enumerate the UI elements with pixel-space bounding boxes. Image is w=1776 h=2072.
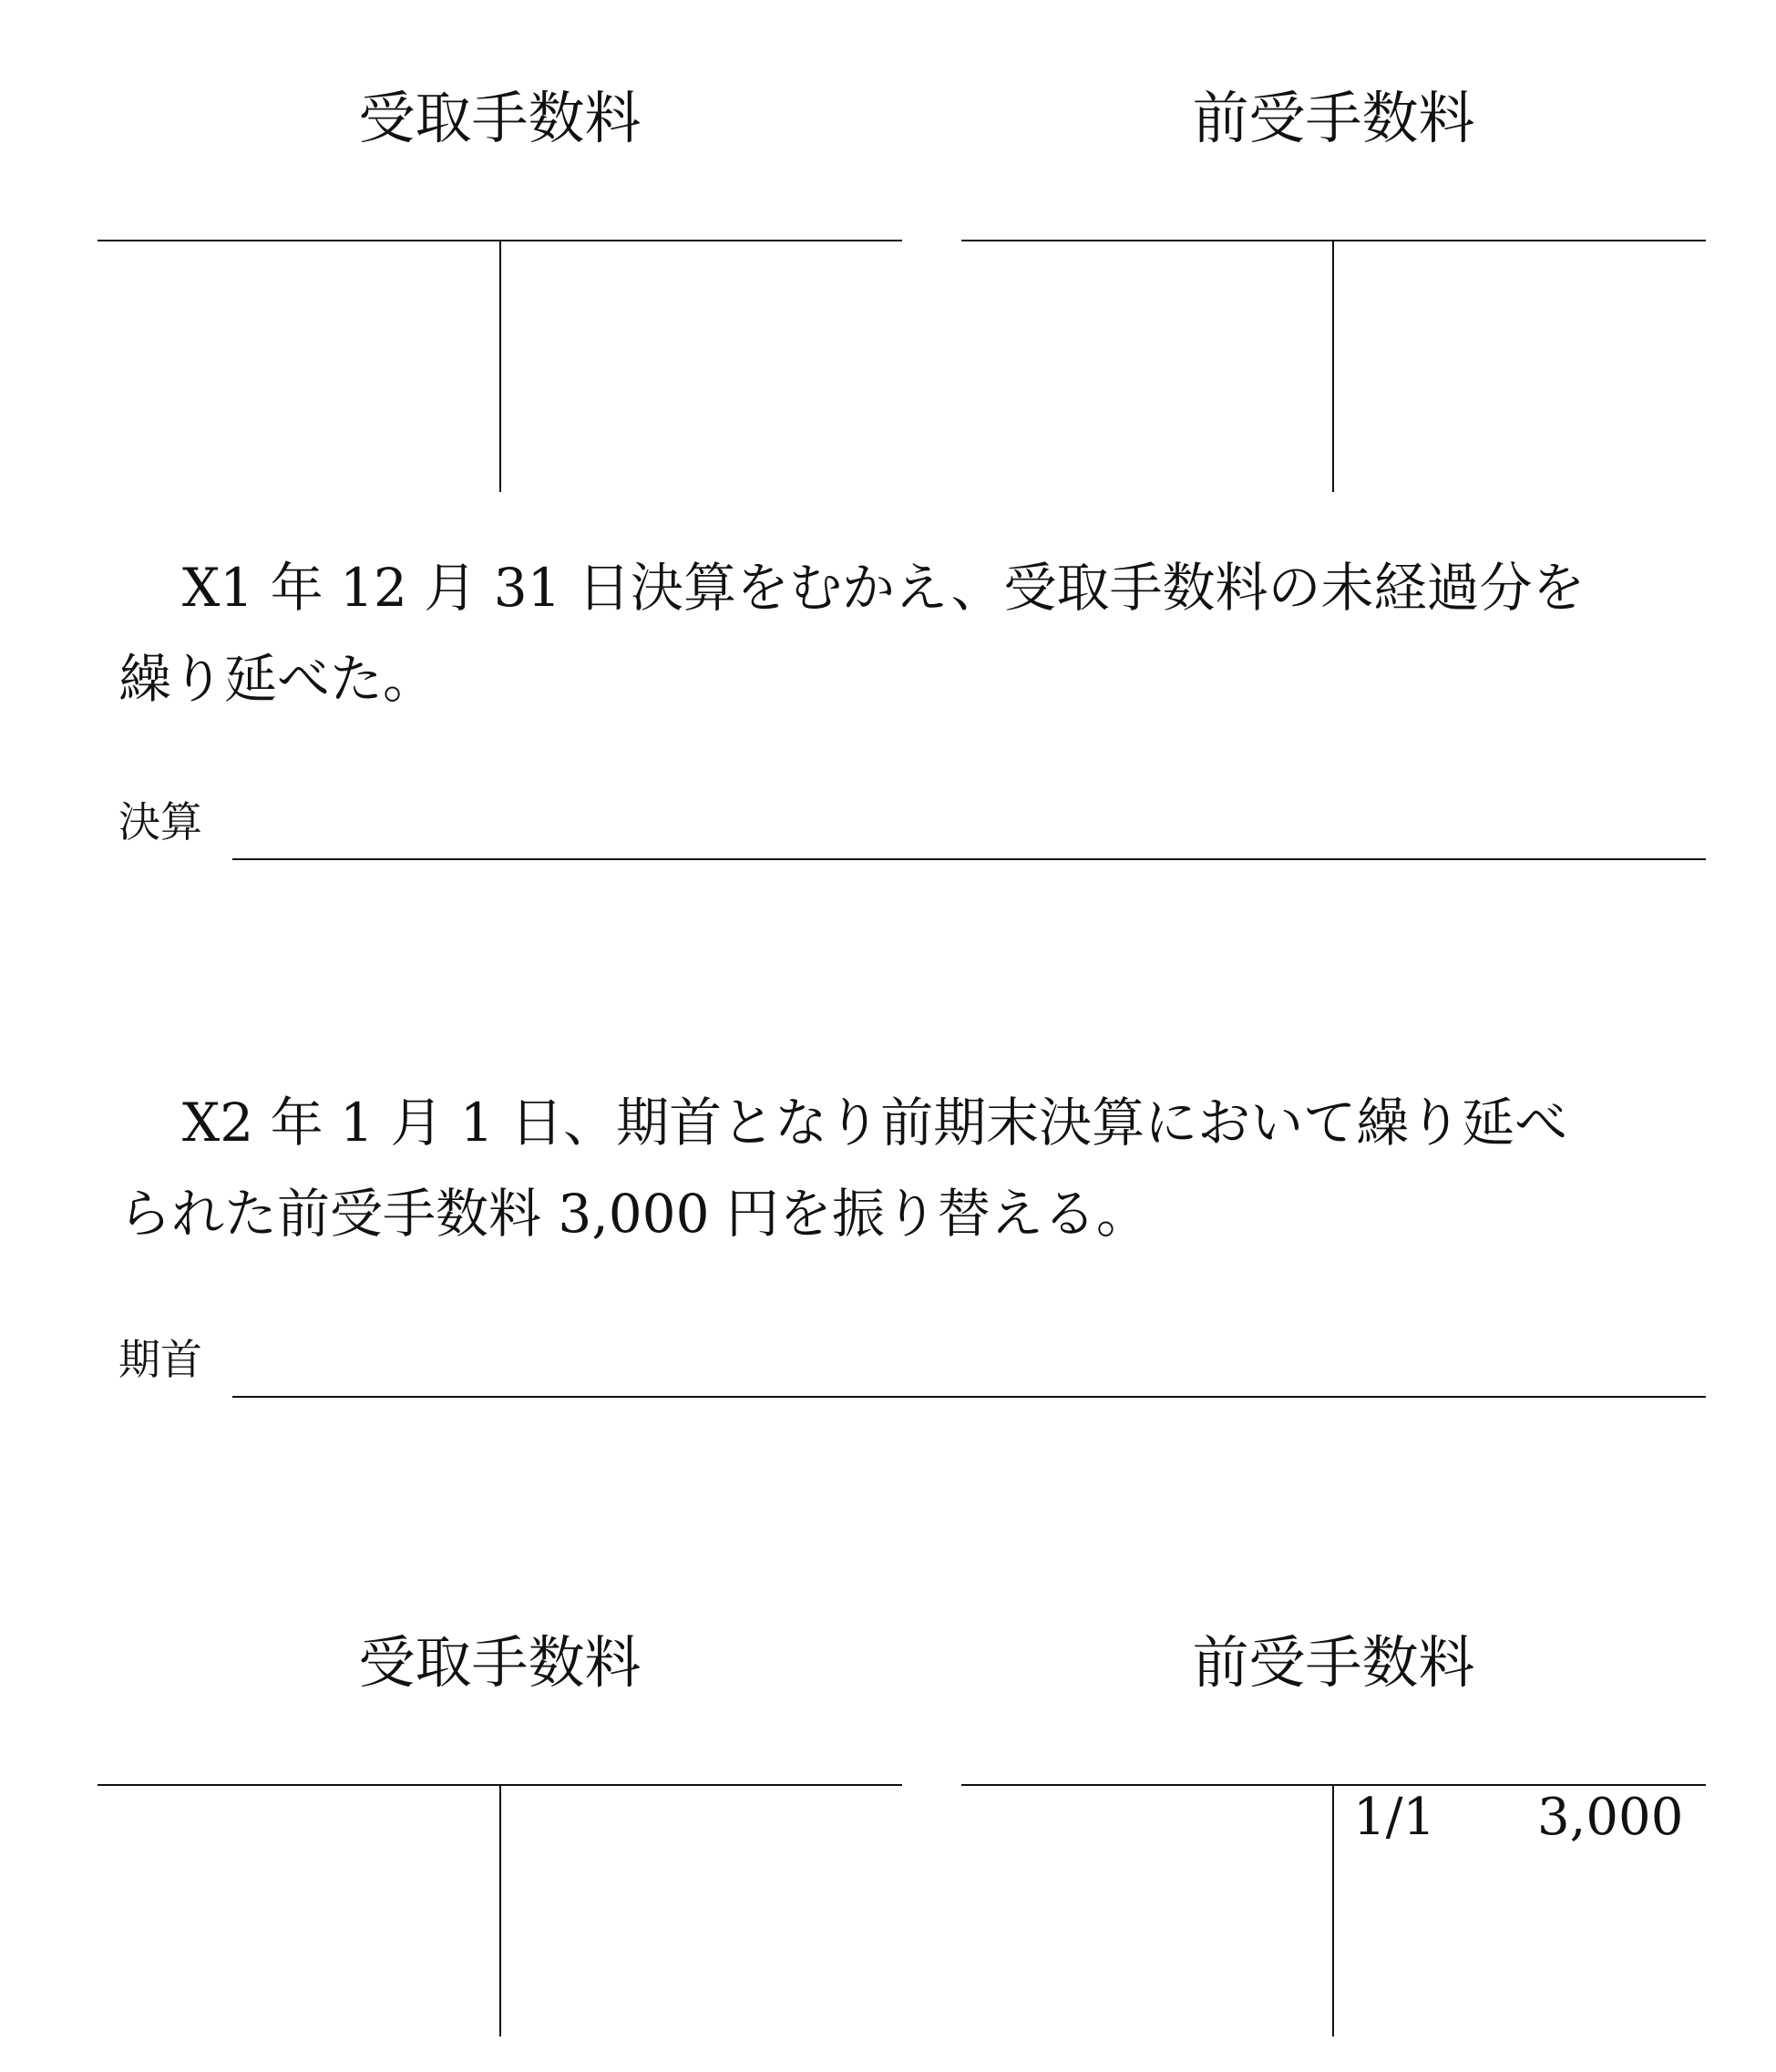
question-text-line: X2 年 1 月 1 日、期首となり前期末決算において繰り延べ [182,1092,1568,1154]
t-account-fees-received-top [98,68,902,387]
t-account-advance-fees-bottom [961,1613,1706,1932]
t-account-vertical-rule [499,241,501,492]
t-account-advance-fees-top [961,68,1706,387]
answer-label-opening: 期首 [118,1335,202,1384]
t-account-title: 受取手数料 [358,1629,642,1696]
t-account-entry-date: 1/1 [1353,1788,1436,1847]
t-account-title: 受取手数料 [358,85,642,151]
answer-label-closing: 決算 [118,797,202,846]
t-account-vertical-rule [1332,241,1334,492]
question-text-line: 繰り延べた。 [118,648,436,710]
question-closing [118,542,1713,724]
answer-blank-opening[interactable] [232,1396,1706,1398]
question-text-line: X1 年 12 月 31 日決算をむかえ、受取手数料の未経過分を [182,557,1586,619]
t-account-fees-received-bottom [98,1613,902,1932]
t-account-vertical-rule [499,1785,501,2036]
question-opening [118,1077,1713,1259]
t-account-title: 前受手数料 [1192,85,1475,151]
t-account-title: 前受手数料 [1192,1629,1475,1696]
t-account-vertical-rule [1332,1785,1334,2036]
answer-blank-closing[interactable] [232,858,1706,860]
t-account-entry-amount: 3,000 [1537,1788,1684,1847]
question-text-line: られた前受手数料 3,000 円を振り替える。 [118,1183,1149,1245]
